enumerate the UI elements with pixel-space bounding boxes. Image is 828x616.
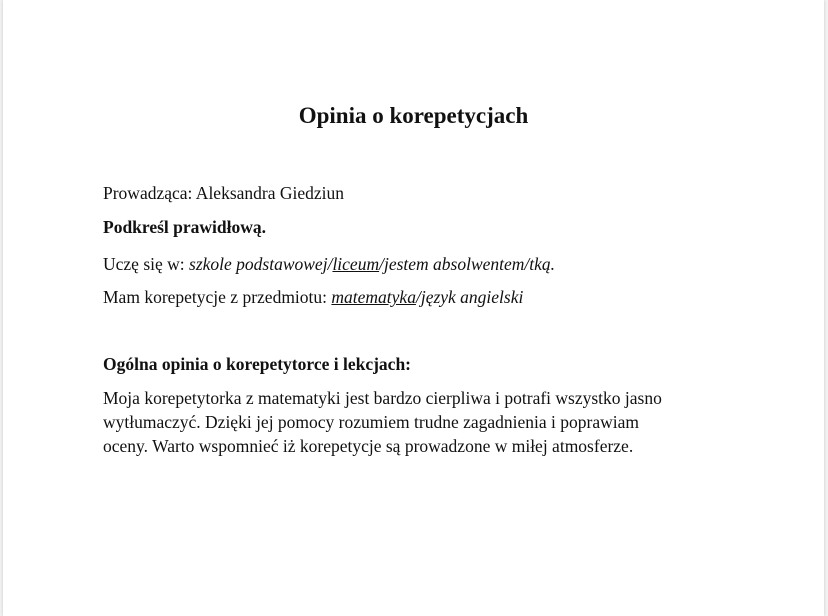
instruction-line: Podkreśl prawidłową. <box>103 217 267 237</box>
opinion-paragraph <box>103 386 662 458</box>
school-option-high-school-selected: liceum <box>332 254 380 274</box>
school-line <box>103 252 555 276</box>
opinion-line: oceny. Warto wspomnieć iż korepetycje są prowadzone w miłej atmosferze. <box>103 436 634 456</box>
opinion-line: wytłumaczyć. Dzięki jej pomocy rozumiem trudne zagadnienia i poprawiam <box>103 412 639 432</box>
teacher-line: Prowadząca: Aleksandra Giedziun <box>103 183 345 203</box>
school-option-primary: szkole podstawowej <box>189 254 328 274</box>
school-prefix: Uczę się w: <box>103 254 190 274</box>
school-option-graduate: jestem absolwentem/tką. <box>383 254 556 274</box>
school-separator-2: / <box>379 254 384 274</box>
subject-option-math-selected: matematyka <box>331 287 416 307</box>
opinion-heading: Ogólna opinia o korepetytorce i lekcjach: <box>103 354 412 374</box>
subject-option-english: język angielski <box>420 287 524 307</box>
document-title: Opinia o korepetycjach <box>298 103 529 128</box>
school-separator-1: / <box>327 254 333 274</box>
document-page <box>3 0 824 616</box>
subject-line <box>103 285 523 309</box>
opinion-line: Moja korepetytorka z matematyki jest bardzo cierpliwa i potrafi wszystko jasno <box>103 388 662 408</box>
subject-prefix: Mam korepetycje z przedmiotu: <box>103 287 332 307</box>
subject-separator: / <box>415 287 421 307</box>
